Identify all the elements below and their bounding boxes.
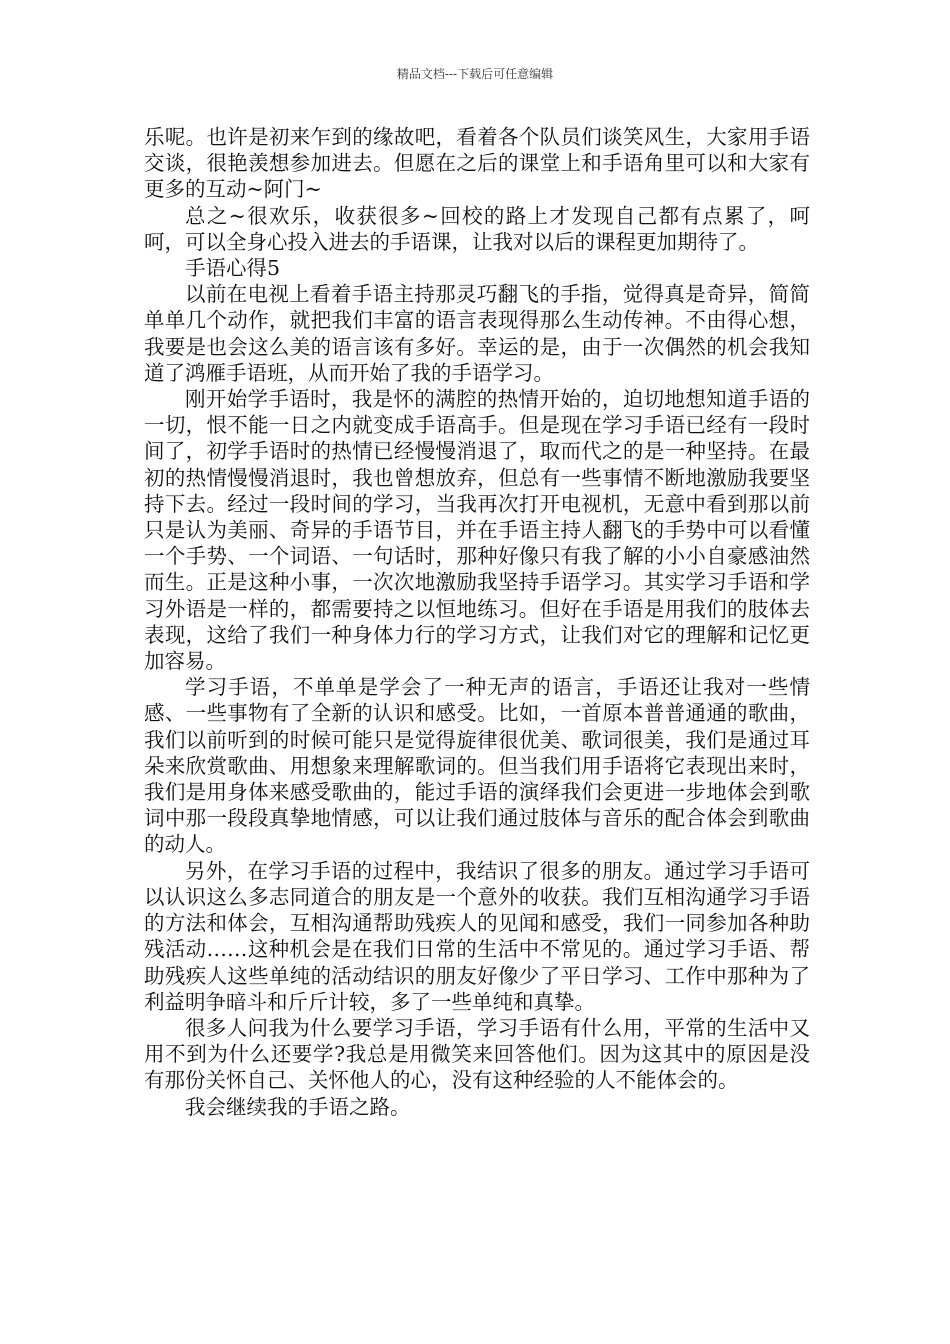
section-title: 手语心得5 <box>185 256 281 281</box>
paragraph-continued: 乐呢。也许是初来乍到的缘故吧，看着各个队员们谈笑风生，大家用手语交谈，很艳羡想参加进去。但愿在之后的课堂上和手语角里可以和大家有更多的互动~阿门~ <box>144 125 810 202</box>
paragraph: 另外，在学习手语的过程中，我结识了很多的朋友。通过学习手语可以认识这么多志同道合的朋友是一个意外的收获。我们互相沟通学习手语的方法和体会，互相沟通帮助残疾人的见闻和感受，我们一同参加各种助残活动……这种机会是在我们日常的生活中不常见的。通过学习手语、帮助残疾人这些单纯的活动结识的朋友好像少了平日学习、工作中那种为了利益明争暗斗和斤斤计较，多了一些单纯和真挚。 <box>144 858 810 1014</box>
paragraph: 我会继续我的手语之路。 <box>185 1094 411 1119</box>
page-header: 精品文档---下载后可任意编辑 <box>396 67 554 81</box>
paragraph: 很多人问我为什么要学习手语，学习手语有什么用，平常的生活中又用不到为什么还要学?我总是用微笑来回答他们。因为这其中的原因是没有那份关怀自己、关怀他人的心，没有这种经验的人不能体会的。 <box>144 1015 810 1093</box>
paragraph: 刚开始学手语时，我是怀的满腔的热情开始的，迫切地想知道手语的一切，恨不能一日之内就变成手语高手。但是现在学习手语已经有一段时间了，初学手语时的热情已经慢慢消退了，取而代之的是一种坚持。在最初的热情慢慢消退时，我也曾想放弃，但总有一些事情不断地激励我要坚持下去。经过一段时间的学习，当我再次打开电视机，无意中看到那以前只是认为美丽、奇异的手语节目，并在手语主持人翻飞的手势中可以看懂一个手势、一个词语、一句话时，那种好像只有我了解的小小自豪感油然而生。正是这种小事，一次次地激励我坚持手语学习。其实学习手语和学习外语是一样的，都需要持之以恒地练习。但好在手语是用我们的肢体去表现，这给了我们一种身体力行的学习方式，让我们对它的理解和记忆更加容易。 <box>144 387 810 674</box>
paragraph: 学习手语，不单单是学会了一种无声的语言，手语还让我对一些情感、一些事物有了全新的认识和感受。比如，一首原本普普通通的歌曲，我们以前听到的时候可能只是觉得旋律很优美、歌词很美，我们是通过耳朵来欣赏歌曲、用想象来理解歌词的。但当我们用手语将它表现出来时，我们是用身体来感受歌曲的，能过手语的演绎我们会更进一步地体会到歌词中那一段段真挚地情感，可以让我们通过肢体与音乐的配合体会到歌曲的动人。 <box>144 675 810 857</box>
paragraph: 以前在电视上看着手语主持那灵巧翻飞的手指，觉得真是奇异，简简单单几个动作，就把我们丰富的语言表现得那么生动传神。不由得心想，我要是也会这么美的语言该有多好。幸运的是，由于一次偶然的机会我知道了鸿雁手语班，从而开始了我的手语学习。 <box>144 282 810 385</box>
paragraph: 总之~很欢乐，收获很多~回校的路上才发现自己都有点累了，呵呵，可以全身心投入进去的手语课，让我对以后的课程更加期待了。 <box>144 203 810 254</box>
document-body <box>144 124 810 1120</box>
